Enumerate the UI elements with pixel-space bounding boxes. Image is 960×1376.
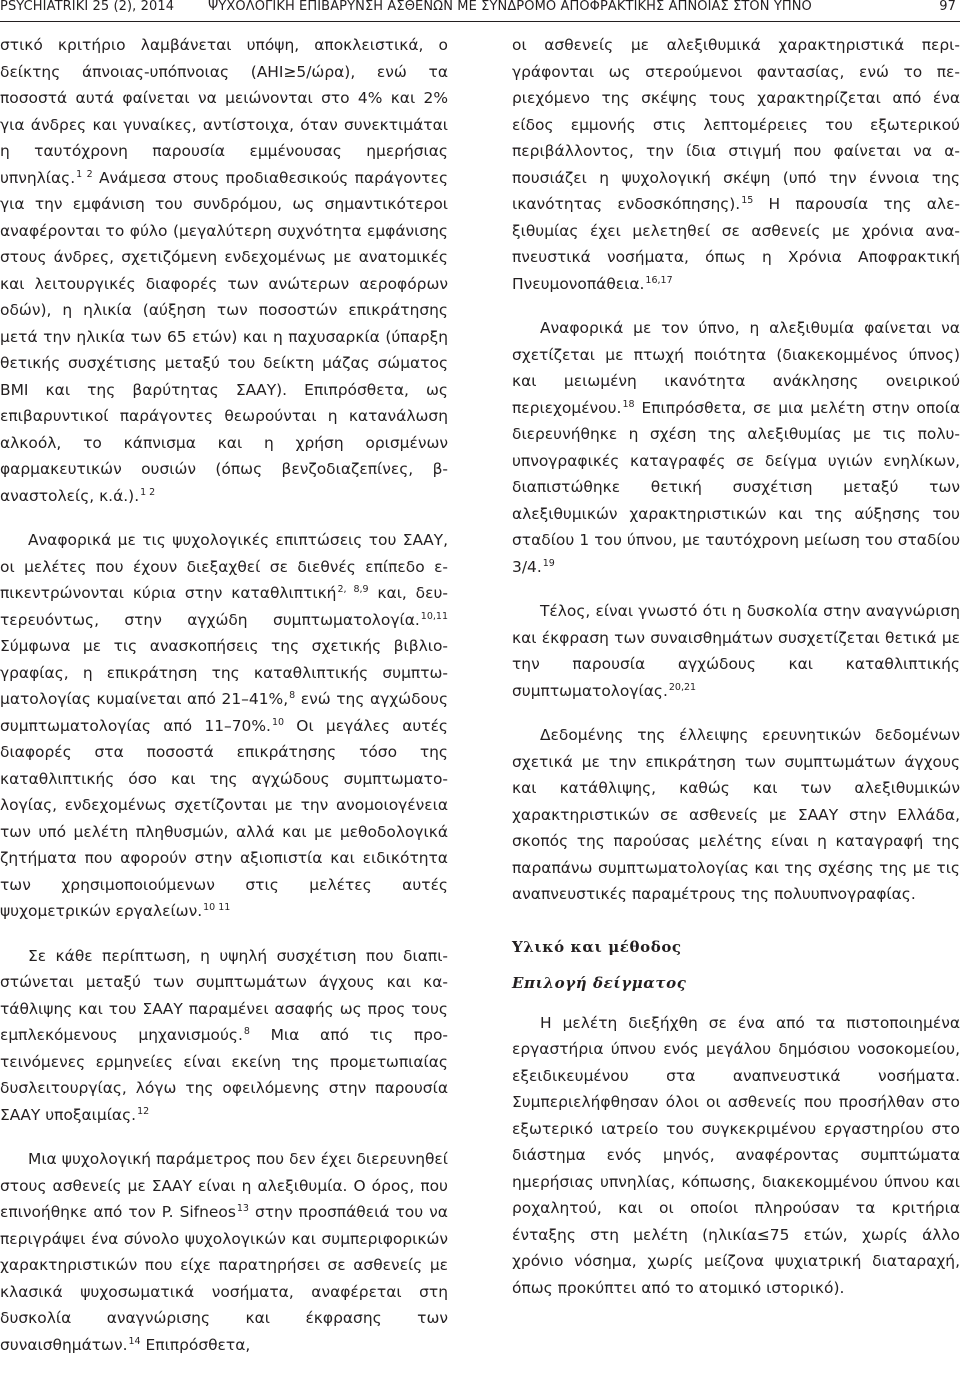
citation-superscript: 8 bbox=[243, 1026, 250, 1037]
citation-superscript: 12 bbox=[137, 1105, 150, 1117]
text-run: Σε κάθε περίπτωση, η υψηλή συσχέτιση που διαπιστώνεται μεταξύ των συμπτωμάτων άγχους και κατάθλιψης και του ΣΑΑΥ παραμένει ασαφής ως προς τους εμπλεκόμενους μηχανισμούς. bbox=[0, 946, 448, 1044]
citation-superscript: 10 11 bbox=[203, 902, 231, 913]
paragraph bbox=[512, 598, 960, 704]
citation-superscript: 10,11 bbox=[420, 610, 448, 622]
citation-superscript: 10 bbox=[271, 716, 285, 728]
right-column bbox=[512, 32, 960, 1319]
left-column bbox=[0, 32, 448, 1376]
text-run: Ανάμεσα στους προδιαθεσικούς παράγοντες για την εμφάνιση του συνδρόμου, ως σημαντικότεροι αναφέρονται το φύλο (μεγαλύτερη συχνότητα εμφάνισης στους άνδρες, σχετιζόμενη ενδεχομένως με ανατομικές και λειτουργικές διαφορές των ανώτερων αεροφόρων οδών), η ηλικία (αύξηση των ποσοστών επικράτησης μετά την ηλικία των 65 ετών) και η παχυσαρκία (ύπαρξη θετικής συσχέτισης μεταξύ του δείκτη μάζας σώματος BMI και της βαρύτητας ΣΑΑΥ). Επιπρόσθετα, ως επιβαρυντικοί παράγοντες θεωρούνται η κατανάλωση αλκοόλ, το κάπνισμα και η χρήση ορισμένων φαρμακευτικών ουσιών (όπως βενζοδιαζεπίνες, β-αναστολείς, κ.ά.). bbox=[0, 168, 449, 505]
paragraph bbox=[512, 722, 960, 908]
paragraph bbox=[0, 1146, 448, 1358]
running-title: ΨΥΧΟΛΟΓΙΚΗ ΕΠΙΒΑΡΥΝΣΗ ΑΣΘΕΝΩΝ ΜΕ ΣΥΝΔΡΟΜΟ ΑΠΟΦΡΑΚΤΙΚΗΣ ΑΠΝΟΙΑΣ ΣΤΟΝ ΥΠΝΟ bbox=[208, 0, 812, 14]
citation-superscript: 20,21 bbox=[668, 681, 697, 693]
text-run: στικό κριτήριο λαμβάνεται υπόψη, αποκλειστικά, ο δείκτης άπνοιας-υπόπνοιας (AHI≥5/ώρα), ενώ τα ποσοστά αυτά φαίνεται να μειώνονται στο 4% και 2% για άνδρες και γυναίκες, αντίστοιχα, όταν συνεκτιμάται η ταυτόχρονη παρουσία εμμένουσας ημερήσιας υπνηλίας. bbox=[0, 36, 448, 187]
text-run: και, δευτερευόντως, στην αγχώδη συμπτωματολογία. bbox=[0, 584, 448, 629]
citation-superscript: 14 bbox=[128, 1335, 141, 1347]
text-run: Αναφορικά με τις ψυχολογικές επιπτώσεις του ΣΑΑΥ, οι μελέτες που έχουν διεξαχθεί σε διεθνές επίπεδο επικεντρώνονται κύρια στην καταθλιπτική bbox=[0, 531, 448, 602]
paragraph bbox=[512, 315, 960, 580]
citation-superscript: 2, 8,9 bbox=[337, 584, 369, 595]
text-run: Επιπρόσθετα, σε μια μελέτη στην οποία διερευνήθηκε η σχέση της αλεξιθυμίας με τις πολυ-υπνογραφικές καταγραφές σε δείγμα υγιών ενηλίκων, διαπιστώθηκε θετική συσχέτιση μεταξύ των αλεξιθυμικών χαρακτηριστικών και της αύξησης του σταδίου 1 του ύπνου, με ταυτόχρονη μείωση του σταδίου 3/4. bbox=[512, 398, 960, 576]
citation-superscript: 16,17 bbox=[645, 274, 673, 286]
paragraph bbox=[0, 527, 448, 925]
paragraph bbox=[0, 943, 448, 1129]
citation-superscript: 1 2 bbox=[76, 168, 93, 180]
text-run: Επιπρόσθετα, bbox=[140, 1335, 251, 1354]
citation-superscript: 1 2 bbox=[140, 486, 156, 498]
citation-superscript: 13 bbox=[236, 1203, 249, 1214]
citation-superscript: 8 bbox=[289, 690, 296, 701]
text-run: Μια ψυχολογική παράμετρος που δεν έχει διερευνηθεί στους ασθενείς με ΣΑΑΥ είναι η αλεξιθυμία. Ο όρος, που επινοήθηκε από τον P. Sifneos bbox=[0, 1150, 448, 1221]
paragraph bbox=[512, 32, 960, 297]
text-run: Τέλος, είναι γνωστό ότι η δυσκολία στην αναγνώριση και έκφραση των συναισθημάτων συσχετίζεται θετικά με την παρουσία αγχώδους και καταθλιπτικής συμπτωματολογίας. bbox=[512, 602, 960, 700]
header-rule bbox=[0, 21, 960, 22]
paragraph bbox=[0, 32, 448, 509]
citation-superscript: 15 bbox=[741, 195, 754, 206]
text-run: Οι μεγάλες αυτές διαφορές στα ποσοστά επικράτησης τόσο της καταθλιπτικής όσο και της αγχώδους συμπτωματολογίας, ενδεχομένως σχετίζονται με την ανομοιογένεια των υπό μελέτη πληθυσμών, αλλά και με μεθοδολογικά ζητήματα που αφορούν στην αξιοπιστία και ειδικότητα των χρησιμοποιούμενων στις μελέτες αυτές ψυχομετρικών εργαλείων. bbox=[0, 716, 448, 920]
page-number: 97 bbox=[939, 0, 956, 14]
section-heading: Υλικό και μέθοδος bbox=[512, 937, 682, 956]
text-run: Αναφορικά με τον ύπνο, η αλεξιθυμία φαίνεται να σχετίζεται με πτωχή ποιότητα (διακεκομμένος ύπνος) και μειωμένη ικανότητα ανάκλησης ονειρικού περιεχομένου. bbox=[512, 319, 960, 417]
text-run: στην προσπάθειά του να περιγράψει ένα σύνολο ψυχολογικών και συμπεριφορικών χαρακτηριστικών που είχε παρατηρήσει σε ασθενείς με κλασικά ψυχοσωματικά νοσήματα, αναφέρεται στη δυσκολία αναγνώρισης και έκφρασης των συναισθημάτων. bbox=[0, 1203, 448, 1354]
text-run: Μια από τις προτεινόμενες ερμηνείες είναι εκείνη της προμετωπιαίας δυσλειτουργίας, λόγω της οφειλόμενης στην παρουσία ΣΑΑΥ υποξαιμίας. bbox=[0, 1026, 448, 1124]
right-column-paragraphs bbox=[512, 32, 960, 908]
text-run: ενώ της αγχώδους συμπτωματολογίας από 11–70%. bbox=[0, 690, 449, 735]
text-run: Σύμφωνα με τις ανασκοπήσεις της σχετικής βιβλιογραφίας, η επικράτηση της καταθλιπτικής συμπτωματολογίας κυμαίνεται από 21–41%, bbox=[0, 637, 448, 708]
citation-superscript: 18 bbox=[622, 398, 635, 410]
subsection-heading: Επιλογή δείγματος bbox=[512, 973, 687, 992]
text-run: Δεδομένης της έλλειψης ερευνητικών δεδομένων σχετικά με την επικράτηση των συμπτωμάτων άγχους και κατάθλιψης, καθώς και των αλεξιθυμικών χαρακτηριστικών σε ασθενείς με ΣΑΑΥ στην Ελλάδα, σκοπός της παρούσας μελέτης είναι η καταγραφή της παραπάνω συμπτωματολογίας και της σχέσης της με τις αναπνευστικές παραμέτρους της πολυυπνογραφίας. bbox=[512, 726, 960, 903]
paragraph: Η μελέτη διεξήχθη σε ένα από τα πιστοποιημένα εργαστήρια ύπνου ενός μεγάλου δημόσιου νοσοκομείου, εξειδικευμένου στα αναπνευστικά νοσήματα. Συμπεριελήφθησαν όλοι οι ασθενείς που προσήλθαν στο εξωτερικό ιατρείο του συγκεκριμένου εργαστηρίου στο διάστημα ενός μηνός, αναφέροντας συμπτώματα ημερήσιας υπνηλίας, κόπωσης, διακεκομμένου ύπνου και ροχαλητού, και οι οποίοι πληρούσαν τα κριτήρια ένταξης στη μελέτη (ηλικία≤75 ετών, χωρίς άλλο χρόνιο νόσημα, χωρίς μείζονα ψυχιατρική διαταραχή, όπως προκύπτει από το ατομικό ιστορικό). bbox=[512, 1013, 960, 1297]
journal-citation: PSYCHIATRIKI 25 (2), 2014 bbox=[0, 0, 175, 14]
text-run: οι ασθενείς με αλεξιθυμικά χαρακτηριστικά περιγράφονται ως στερούμενοι φαντασίας, ενώ το περιεχόμενο της σκέψης τους χαρακτηρίζεται από ένα είδος εμμονής στις λεπτομέρειες του εξωτερικού περιβάλλοντος, την ίδια στιγμή που φαίνεται να απουσιάζει η ψυχολογική σκέψη (υπό την έννοια της ικανότητας ενδοσκόπησης). bbox=[512, 36, 960, 213]
text-run: Η παρουσία της αλεξιθυμίας έχει μελετηθεί σε ασθενείς με χρόνια αναπνευστικά νοσήματα, όπως η Χρόνια Αποφρακτική Πνευμονοπάθεια. bbox=[512, 195, 960, 293]
citation-superscript: 19 bbox=[542, 557, 555, 569]
